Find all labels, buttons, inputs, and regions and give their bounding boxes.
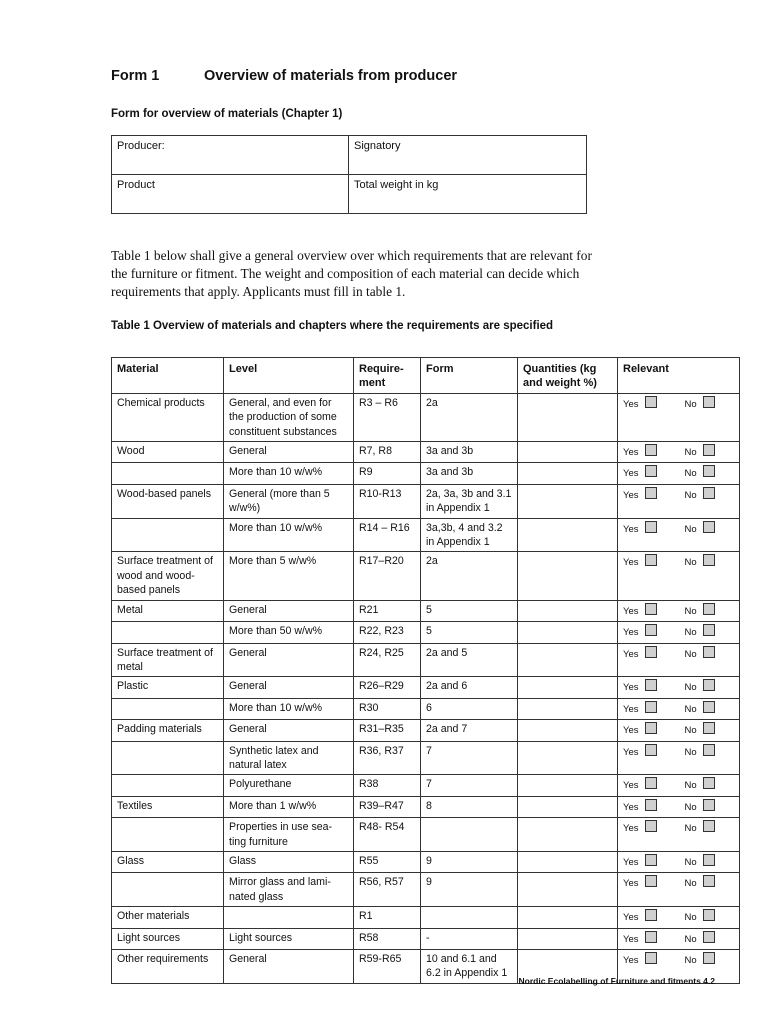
- yes-label: Yes: [623, 648, 639, 660]
- table-row: [112, 775, 740, 796]
- yes-checkbox[interactable]: [645, 487, 657, 499]
- no-label: No: [684, 447, 697, 459]
- quantities-cell[interactable]: [518, 907, 618, 928]
- producer-info-box: [111, 135, 587, 214]
- relevant-options: [623, 857, 715, 868]
- no-label: No: [684, 703, 697, 715]
- form-cell: -: [421, 928, 518, 949]
- material-cell: [112, 873, 224, 907]
- no-checkbox[interactable]: [703, 396, 715, 408]
- no-label: No: [684, 780, 697, 792]
- requirement-cell: R38: [354, 775, 421, 796]
- relevant-cell: [618, 851, 740, 872]
- level-cell: General: [224, 950, 354, 984]
- no-checkbox[interactable]: [703, 444, 715, 456]
- form-cell: 9: [421, 873, 518, 907]
- no-label: No: [684, 398, 697, 410]
- yes-label: Yes: [623, 912, 639, 924]
- relevant-options: [623, 399, 715, 410]
- yes-checkbox[interactable]: [645, 744, 657, 756]
- level-cell: More than 10 w/w%: [224, 463, 354, 484]
- no-checkbox[interactable]: [703, 722, 715, 734]
- level-cell: More than 50 w/w%: [224, 622, 354, 643]
- no-label: No: [684, 557, 697, 569]
- table-header-row: [112, 358, 740, 394]
- yes-checkbox[interactable]: [645, 396, 657, 408]
- table-caption: Table 1 Overview of materials and chapters where the requirements are specified: [111, 320, 554, 332]
- relevant-options: [623, 606, 715, 617]
- relevant-options: [623, 823, 715, 834]
- requirement-cell: R59-R65: [354, 950, 421, 984]
- form-cell: 3a and 3b: [421, 442, 518, 463]
- relevant-options: [623, 934, 715, 945]
- table-row: [112, 741, 740, 775]
- quantities-cell[interactable]: [518, 484, 618, 518]
- material-cell: Surface treatment of wood and wood-based panels: [112, 552, 224, 600]
- no-label: No: [684, 627, 697, 639]
- table-row: [112, 698, 740, 719]
- level-cell: [224, 907, 354, 928]
- form-cell: 5: [421, 622, 518, 643]
- no-checkbox[interactable]: [703, 875, 715, 887]
- yes-checkbox[interactable]: [645, 646, 657, 658]
- yes-label: Yes: [623, 447, 639, 459]
- form-cell: 2a and 6: [421, 677, 518, 698]
- form-cell: [421, 818, 518, 852]
- relevant-options: [623, 955, 715, 966]
- material-cell: Plastic: [112, 677, 224, 698]
- no-label: No: [684, 648, 697, 660]
- no-checkbox[interactable]: [703, 701, 715, 713]
- relevant-cell: [618, 928, 740, 949]
- signatory-field[interactable]: Signatory: [349, 136, 587, 175]
- yes-label: Yes: [623, 523, 639, 535]
- requirement-cell: R14 – R16: [354, 518, 421, 552]
- no-label: No: [684, 856, 697, 868]
- quantities-cell[interactable]: [518, 622, 618, 643]
- relevant-options: [623, 725, 715, 736]
- header-requirement: Require-ment: [354, 358, 421, 394]
- relevant-options: [623, 780, 715, 791]
- yes-checkbox[interactable]: [645, 701, 657, 713]
- requirement-cell: R9: [354, 463, 421, 484]
- level-cell: More than 10 w/w%: [224, 518, 354, 552]
- yes-label: Yes: [623, 955, 639, 966]
- no-checkbox[interactable]: [703, 624, 715, 636]
- table-row: [112, 677, 740, 698]
- product-field[interactable]: Product: [112, 175, 349, 214]
- yes-label: Yes: [623, 703, 639, 715]
- yes-checkbox[interactable]: [645, 952, 657, 964]
- material-cell: [112, 818, 224, 852]
- table-row: [112, 818, 740, 852]
- form-label: Form 1: [111, 68, 160, 84]
- relevant-options: [623, 447, 715, 458]
- no-checkbox[interactable]: [703, 909, 715, 921]
- form-cell: 2a, 3a, 3b and 3.1 in Appendix 1: [421, 484, 518, 518]
- level-cell: General, and even for the production of some constituent substances: [224, 393, 354, 441]
- form-subheading: Form for overview of materials (Chapter 1): [111, 108, 343, 120]
- no-checkbox[interactable]: [703, 487, 715, 499]
- table-row: [112, 873, 740, 907]
- no-checkbox[interactable]: [703, 931, 715, 943]
- material-cell: Glass: [112, 851, 224, 872]
- relevant-options: [623, 912, 715, 923]
- material-cell: Other requirements: [112, 950, 224, 984]
- requirement-cell: R36, R37: [354, 741, 421, 775]
- level-cell: Glass: [224, 851, 354, 872]
- form-heading: [111, 68, 458, 84]
- relevant-cell: [618, 552, 740, 600]
- no-label: No: [684, 955, 697, 966]
- material-cell: Padding materials: [112, 720, 224, 741]
- no-label: No: [684, 682, 697, 694]
- relevant-options: [623, 627, 715, 638]
- material-cell: [112, 741, 224, 775]
- relevant-options: [623, 524, 715, 535]
- relevant-options: [623, 557, 715, 568]
- material-cell: [112, 698, 224, 719]
- relevant-cell: [618, 484, 740, 518]
- requirement-cell: R26–R29: [354, 677, 421, 698]
- requirement-cell: R21: [354, 600, 421, 621]
- page-footer: Nordic Ecolabelling of Furniture and fitments 4.2: [518, 976, 715, 986]
- header-level: Level: [224, 358, 354, 394]
- requirement-cell: R22, R23: [354, 622, 421, 643]
- quantities-cell[interactable]: [518, 677, 618, 698]
- relevant-options: [623, 468, 715, 479]
- yes-checkbox[interactable]: [645, 820, 657, 832]
- yes-label: Yes: [623, 746, 639, 758]
- yes-label: Yes: [623, 605, 639, 617]
- form-cell: 2a and 7: [421, 720, 518, 741]
- quantities-cell[interactable]: [518, 741, 618, 775]
- yes-checkbox[interactable]: [645, 854, 657, 866]
- header-quantities: Quantities (kg and weight %): [518, 358, 618, 394]
- requirement-cell: R58: [354, 928, 421, 949]
- material-cell: [112, 622, 224, 643]
- no-label: No: [684, 801, 697, 813]
- yes-checkbox[interactable]: [645, 624, 657, 636]
- material-cell: [112, 775, 224, 796]
- level-cell: General: [224, 442, 354, 463]
- requirement-cell: R3 – R6: [354, 393, 421, 441]
- relevant-options: [623, 802, 715, 813]
- header-material: Material: [112, 358, 224, 394]
- header-relevant: Relevant: [618, 358, 740, 394]
- level-cell: General: [224, 720, 354, 741]
- requirement-cell: R39–R47: [354, 796, 421, 817]
- relevant-cell: [618, 677, 740, 698]
- material-cell: Wood-based panels: [112, 484, 224, 518]
- requirement-cell: R10-R13: [354, 484, 421, 518]
- form-cell: 2a: [421, 393, 518, 441]
- no-label: No: [684, 878, 697, 890]
- form-cell: 9: [421, 851, 518, 872]
- relevant-cell: [618, 393, 740, 441]
- material-cell: Light sources: [112, 928, 224, 949]
- quantities-cell[interactable]: [518, 775, 618, 796]
- materials-table-body: [112, 393, 740, 983]
- relevant-options: [623, 490, 715, 501]
- intro-paragraph: Table 1 below shall give a general overview over which requirements that are relevant for the furniture or fitment. The weight and composition of each material can decide which requirements that apply. Applicants must fill in table 1.: [111, 248, 592, 299]
- relevant-cell: [618, 907, 740, 928]
- no-checkbox[interactable]: [703, 777, 715, 789]
- header-form: Form: [421, 358, 518, 394]
- form-cell: 8: [421, 796, 518, 817]
- yes-label: Yes: [623, 780, 639, 792]
- form-cell: [421, 907, 518, 928]
- relevant-cell: [618, 720, 740, 741]
- relevant-cell: [618, 796, 740, 817]
- yes-label: Yes: [623, 682, 639, 694]
- table-row: [112, 622, 740, 643]
- relevant-options: [623, 704, 715, 715]
- table-row: [112, 928, 740, 949]
- form-cell: 6: [421, 698, 518, 719]
- no-checkbox[interactable]: [703, 952, 715, 964]
- yes-label: Yes: [623, 489, 639, 501]
- quantities-cell[interactable]: [518, 698, 618, 719]
- relevant-cell: [618, 818, 740, 852]
- quantities-cell[interactable]: [518, 643, 618, 677]
- quantities-cell[interactable]: [518, 442, 618, 463]
- level-cell: More than 5 w/w%: [224, 552, 354, 600]
- quantities-cell[interactable]: [518, 796, 618, 817]
- yes-checkbox[interactable]: [645, 554, 657, 566]
- no-label: No: [684, 489, 697, 501]
- requirement-cell: R56, R57: [354, 873, 421, 907]
- table-row: [112, 518, 740, 552]
- level-cell: Light sources: [224, 928, 354, 949]
- yes-label: Yes: [623, 725, 639, 737]
- material-cell: [112, 518, 224, 552]
- relevant-cell: [618, 442, 740, 463]
- requirement-cell: R55: [354, 851, 421, 872]
- no-checkbox[interactable]: [703, 554, 715, 566]
- level-cell: Synthetic latex and natural latex: [224, 741, 354, 775]
- yes-checkbox[interactable]: [645, 603, 657, 615]
- table-row: [112, 552, 740, 600]
- relevant-cell: [618, 463, 740, 484]
- no-label: No: [684, 912, 697, 924]
- requirement-cell: R17–R20: [354, 552, 421, 600]
- quantities-cell[interactable]: [518, 818, 618, 852]
- quantities-cell[interactable]: [518, 518, 618, 552]
- form-title: Overview of materials from producer: [204, 68, 458, 84]
- yes-checkbox[interactable]: [645, 465, 657, 477]
- level-cell: More than 10 w/w%: [224, 698, 354, 719]
- producer-field[interactable]: Producer:: [112, 136, 349, 175]
- table-row: [112, 643, 740, 677]
- relevant-cell: [618, 518, 740, 552]
- yes-checkbox[interactable]: [645, 799, 657, 811]
- yes-label: Yes: [623, 627, 639, 639]
- no-label: No: [684, 933, 697, 945]
- quantities-cell[interactable]: [518, 463, 618, 484]
- relevant-cell: [618, 775, 740, 796]
- no-checkbox[interactable]: [703, 521, 715, 533]
- no-checkbox[interactable]: [703, 603, 715, 615]
- form-cell: 5: [421, 600, 518, 621]
- yes-label: Yes: [623, 557, 639, 569]
- quantities-cell[interactable]: [518, 851, 618, 872]
- yes-label: Yes: [623, 878, 639, 890]
- level-cell: Properties in use sea-ting furniture: [224, 818, 354, 852]
- requirement-cell: R7, R8: [354, 442, 421, 463]
- quantities-cell[interactable]: [518, 600, 618, 621]
- table-row: [112, 484, 740, 518]
- form-cell: 2a: [421, 552, 518, 600]
- yes-label: Yes: [623, 823, 639, 835]
- form-cell: 10 and 6.1 and 6.2 in Appendix 1: [421, 950, 518, 984]
- material-cell: Metal: [112, 600, 224, 621]
- level-cell: Mirror glass and lami-nated glass: [224, 873, 354, 907]
- yes-checkbox[interactable]: [645, 931, 657, 943]
- no-label: No: [684, 468, 697, 480]
- form-cell: 7: [421, 741, 518, 775]
- relevant-options: [623, 878, 715, 889]
- table-row: [112, 720, 740, 741]
- yes-label: Yes: [623, 801, 639, 813]
- table-row: [112, 851, 740, 872]
- no-checkbox[interactable]: [703, 744, 715, 756]
- yes-checkbox[interactable]: [645, 909, 657, 921]
- yes-checkbox[interactable]: [645, 722, 657, 734]
- quantities-cell[interactable]: [518, 720, 618, 741]
- relevant-cell: [618, 698, 740, 719]
- material-cell: Surface treatment of metal: [112, 643, 224, 677]
- form-cell: 3a and 3b: [421, 463, 518, 484]
- no-label: No: [684, 725, 697, 737]
- table-row: [112, 600, 740, 621]
- no-checkbox[interactable]: [703, 799, 715, 811]
- level-cell: More than 1 w/w%: [224, 796, 354, 817]
- form-cell: 7: [421, 775, 518, 796]
- requirement-cell: R48- R54: [354, 818, 421, 852]
- level-cell: General (more than 5 w/w%): [224, 484, 354, 518]
- no-checkbox[interactable]: [703, 854, 715, 866]
- relevant-options: [623, 682, 715, 693]
- no-label: No: [684, 823, 697, 835]
- table-row: [112, 442, 740, 463]
- level-cell: Polyurethane: [224, 775, 354, 796]
- form-cell: 3a,3b, 4 and 3.2 in Appendix 1: [421, 518, 518, 552]
- yes-checkbox[interactable]: [645, 679, 657, 691]
- table-row: [112, 463, 740, 484]
- material-cell: Other materials: [112, 907, 224, 928]
- yes-label: Yes: [623, 856, 639, 868]
- material-cell: Chemical products: [112, 393, 224, 441]
- quantities-cell[interactable]: [518, 928, 618, 949]
- material-cell: Wood: [112, 442, 224, 463]
- no-checkbox[interactable]: [703, 646, 715, 658]
- table-row: [112, 907, 740, 928]
- material-cell: Textiles: [112, 796, 224, 817]
- yes-checkbox[interactable]: [645, 777, 657, 789]
- total-weight-field[interactable]: Total weight in kg: [349, 175, 587, 214]
- level-cell: General: [224, 643, 354, 677]
- requirement-cell: R30: [354, 698, 421, 719]
- relevant-cell: [618, 643, 740, 677]
- no-label: No: [684, 746, 697, 758]
- materials-table: [111, 357, 740, 984]
- no-checkbox[interactable]: [703, 465, 715, 477]
- yes-label: Yes: [623, 933, 639, 945]
- no-label: No: [684, 605, 697, 617]
- requirement-cell: R1: [354, 907, 421, 928]
- quantities-cell[interactable]: [518, 393, 618, 441]
- no-checkbox[interactable]: [703, 679, 715, 691]
- no-checkbox[interactable]: [703, 820, 715, 832]
- relevant-cell: [618, 873, 740, 907]
- requirement-cell: R31–R35: [354, 720, 421, 741]
- no-label: No: [684, 523, 697, 535]
- level-cell: General: [224, 600, 354, 621]
- quantities-cell[interactable]: [518, 552, 618, 600]
- level-cell: General: [224, 677, 354, 698]
- yes-label: Yes: [623, 468, 639, 480]
- material-cell: [112, 463, 224, 484]
- yes-label: Yes: [623, 398, 639, 410]
- yes-checkbox[interactable]: [645, 875, 657, 887]
- form-cell: 2a and 5: [421, 643, 518, 677]
- relevant-options: [623, 649, 715, 660]
- quantities-cell[interactable]: [518, 873, 618, 907]
- yes-checkbox[interactable]: [645, 444, 657, 456]
- table-row: [112, 393, 740, 441]
- relevant-cell: [618, 600, 740, 621]
- requirement-cell: R24, R25: [354, 643, 421, 677]
- relevant-cell: [618, 741, 740, 775]
- relevant-cell: [618, 622, 740, 643]
- relevant-options: [623, 747, 715, 758]
- table-row: [112, 796, 740, 817]
- yes-checkbox[interactable]: [645, 521, 657, 533]
